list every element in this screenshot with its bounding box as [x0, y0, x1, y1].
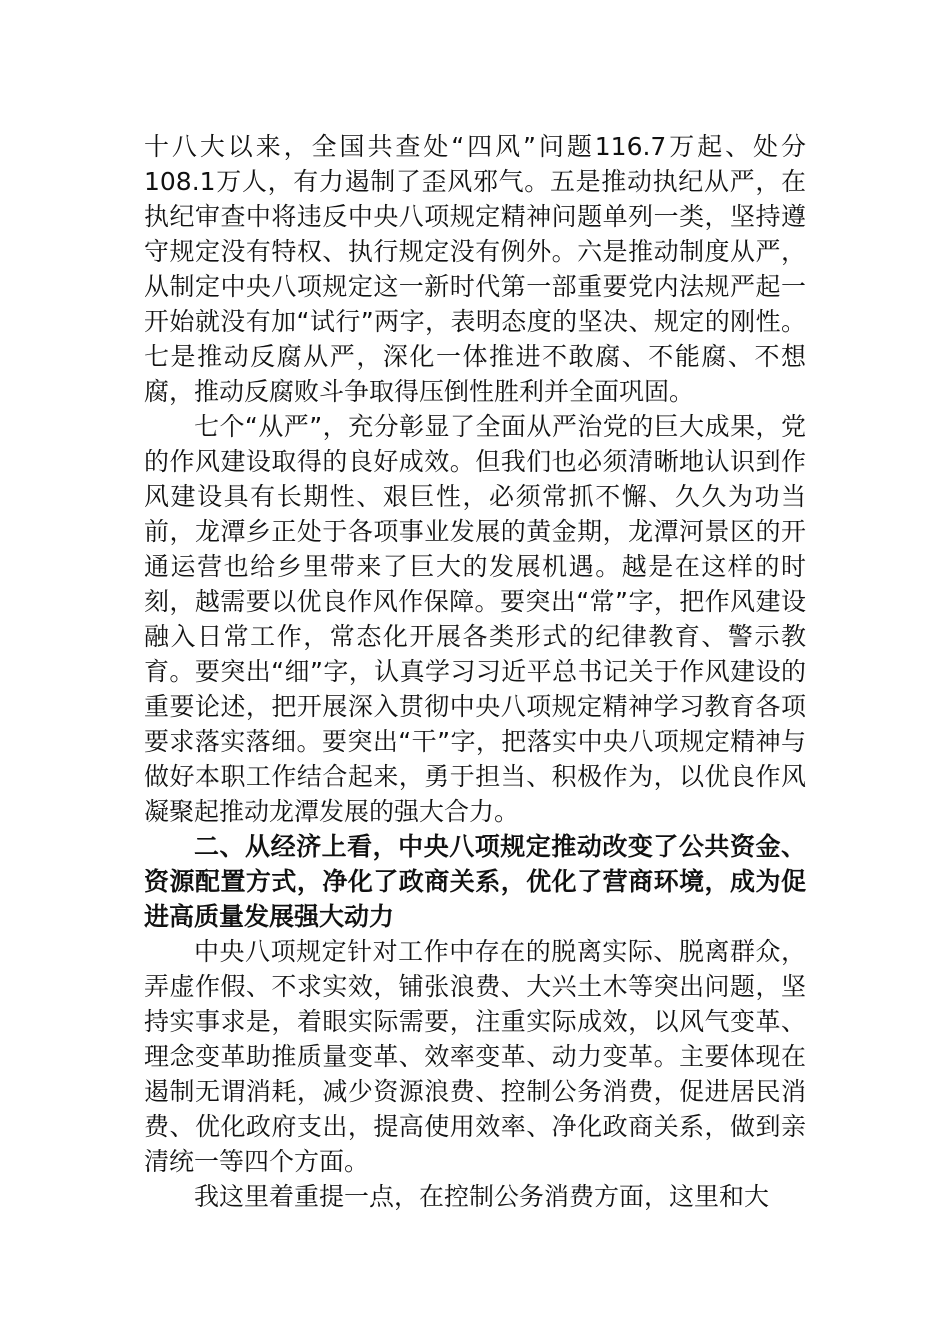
- paragraph-eight-rules-economy: 中央八项规定针对工作中存在的脱离实际、脱离群众，弄虚作假、不求实效，铺张浪费、大兴土木等突出问题，坚持实事求是，着眼实际需要，注重实际成效，以风气变革、理念变革助推质量变革、效率变革、动力变革。主要体现在遏制无谓消耗，减少资源浪费、控制公务消费，促进居民消费、优化政府支出，提高使用效率、净化政商关系，做到亲清统一等四个方面。: [144, 937, 806, 1176]
- document-body: [144, 129, 806, 1214]
- paragraph-public-consumption: 我这里着重提一点，在控制公务消费方面，这里和大: [194, 1182, 770, 1211]
- paragraph-seven-strict: 七个“从严”，充分彰显了全面从严治党的巨大成果，党的作风建设取得的良好成效。但我们也必须清晰地认识到作风建设具有长期性、艰巨性，必须常抓不懈、久久为功当前，龙潭乡正处于各项事业发展的黄金期，龙潭河景区的开通运营也给乡里带来了巨大的发展机遇。越是在这样的时刻，越需要以优良作风作保障。要突出“常”字，把作风建设融入日常工作，常态化开展各类形式的纪律教育、警示教育。要突出“细”字，认真学习习近平总书记关于作风建设的重要论述，把开展深入贯彻中央八项规定精神学习教育各项要求落实落细。要突出“干”字，把落实中央八项规定精神与做好本职工作结合起来，勇于担当、积极作为，以优良作风凝聚起推动龙潭发展的强大合力。: [144, 412, 806, 826]
- section-heading-economy: 二、从经济上看，中央八项规定推动改变了公共资金、资源配置方式，净化了政商关系，优化了营商环境，成为促进高质量发展强大动力: [144, 832, 806, 931]
- paragraph-continuation: 十八大以来，全国共查处“四风”问题116.7万起、处分108.1万人，有力遏制了歪风邪气。五是推动执纪从严，在执纪审查中将违反中央八项规定精神问题单列一类，坚持遵守规定没有特权、执行规定没有例外。六是推动制度从严，从制定中央八项规定这一新时代第一部重要党内法规严起一开始就没有加“试行”两字，表明态度的坚决、规定的刚性。七是推动反腐从严，深化一体推进不敢腐、不能腐、不想腐，推动反腐败斗争取得压倒性胜利并全面巩固。: [144, 132, 806, 406]
